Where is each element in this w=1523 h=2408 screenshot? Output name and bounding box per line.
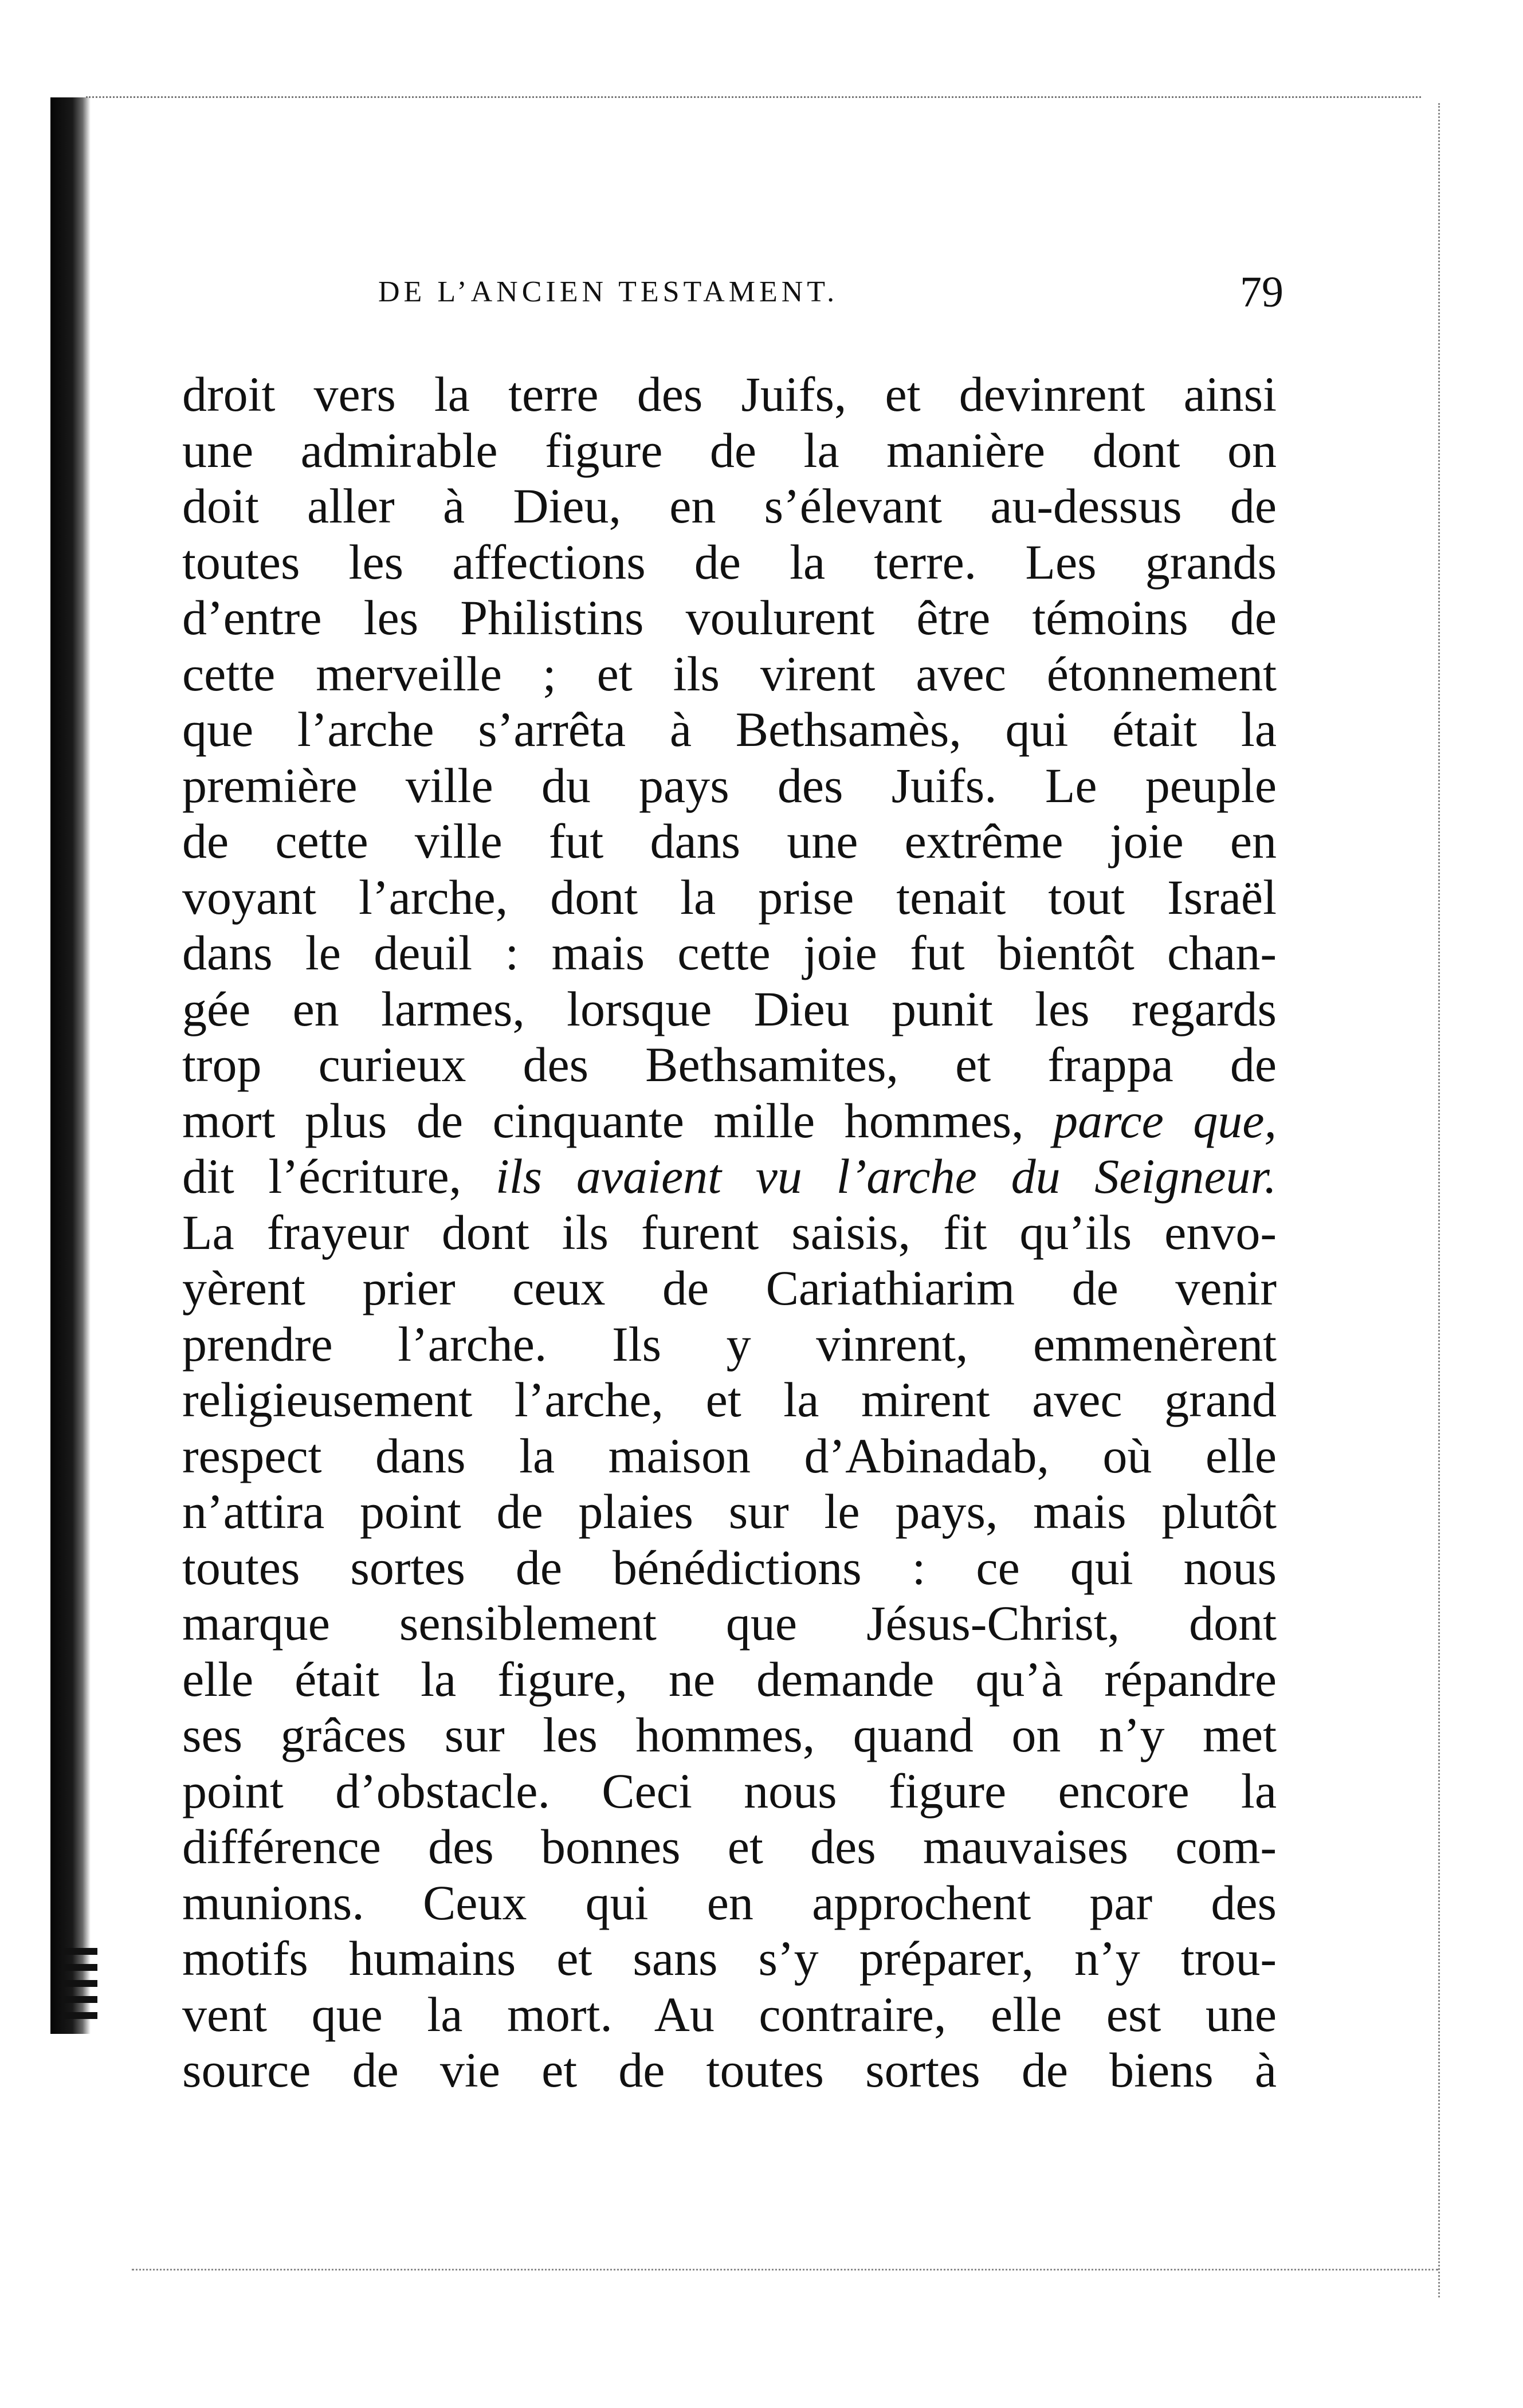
italic-quote: ils avaient vu l’arche du Seigneur. <box>495 1149 1277 1204</box>
text-run: différence des bonnes et des mauvaises com- <box>182 1819 1277 1874</box>
binding-marks <box>63 1948 97 2063</box>
text-run: motifs humains et sans s’y préparer, n’y trou- <box>182 1931 1277 1986</box>
text-run: munions. Ceux qui en approchent par des <box>182 1875 1277 1930</box>
text-line <box>182 1763 1277 1820</box>
text-run: de cette ville fut dans une extrême joie en <box>182 814 1277 869</box>
text-line <box>182 1987 1277 2043</box>
page-edge-top <box>86 96 1421 98</box>
text-run: doit aller à Dieu, en s’élevant au-dessus de <box>182 478 1277 533</box>
text-line <box>182 758 1277 814</box>
text-run: vent que la mort. Au contraire, elle est une <box>182 1986 1277 2042</box>
text-run: religieusement l’arche, et la mirent avec grand <box>182 1372 1277 1427</box>
text-line <box>182 925 1277 981</box>
page-edge-right <box>1438 103 1440 2297</box>
text-run: n’attira point de plaies sur le pays, mais plutôt <box>182 1484 1277 1539</box>
binding-mark <box>63 1980 97 1987</box>
text-run: toutes sortes de bénédictions : ce qui nous <box>182 1539 1277 1595</box>
text-line <box>182 1260 1277 1317</box>
page-edge-bottom <box>132 2269 1438 2270</box>
text-run: dit l’écriture, <box>182 1149 496 1204</box>
binding-mark <box>63 1948 97 1955</box>
text-run: respect dans la maison d’Abinadab, où elle <box>182 1428 1277 1483</box>
text-line <box>182 870 1277 926</box>
text-run: dans le deuil : mais cette joie fut bientôt chan- <box>182 925 1277 980</box>
running-head: DE L’ANCIEN TESTAMENT. <box>378 276 839 308</box>
text-line <box>182 1707 1277 1763</box>
text-run: gée en larmes, lorsque Dieu punit les regards <box>182 981 1277 1036</box>
text-line <box>182 1149 1277 1205</box>
text-line <box>182 1484 1277 1540</box>
text-line <box>182 1819 1277 1875</box>
text-run: marque sensiblement que Jésus-Christ, dont <box>182 1596 1277 1651</box>
text-run: yèrent prier ceux de Cariathiarim de venir <box>182 1260 1277 1315</box>
binding-mark <box>63 1996 97 2003</box>
text-run: La frayeur dont ils furent saisis, fit qu’ils envo- <box>182 1204 1277 1260</box>
text-run: source de vie et de toutes sortes de biens à <box>182 2042 1277 2097</box>
text-line <box>182 1652 1277 1708</box>
binding-mark <box>63 2012 97 2019</box>
text-run: elle était la figure, ne demande qu’à répandre <box>182 1651 1277 1707</box>
text-run: point d’obstacle. Ceci nous figure encore la <box>182 1763 1277 1818</box>
text-line <box>182 2042 1277 2099</box>
text-line <box>182 814 1277 870</box>
text-line <box>182 646 1277 702</box>
text-line <box>182 1093 1277 1149</box>
text-run: première ville du pays des Juifs. Le peuple <box>182 757 1277 813</box>
text-run: voyant l’arche, dont la prise tenait tout Israël <box>182 869 1277 925</box>
text-line <box>182 981 1277 1038</box>
text-line <box>182 1875 1277 1931</box>
page-number: 79 <box>1240 268 1283 316</box>
binding-mark <box>63 1964 97 1971</box>
text-run: trop curieux des Bethsamites, et frappa de <box>182 1037 1277 1092</box>
binding-shadow <box>50 97 91 2034</box>
text-run: mort plus de cinquante mille hommes, <box>182 1093 1054 1148</box>
text-run: droit vers la terre des Juifs, et devinrent ainsi <box>182 367 1277 422</box>
text-line <box>182 1931 1277 1987</box>
text-line <box>182 1540 1277 1596</box>
text-line <box>182 1037 1277 1093</box>
text-line <box>182 1372 1277 1428</box>
body-text <box>182 367 1277 2099</box>
text-line <box>182 1205 1277 1261</box>
text-line <box>182 702 1277 758</box>
page-header <box>378 269 1283 315</box>
text-line <box>182 367 1277 423</box>
text-line <box>182 590 1277 646</box>
text-line <box>182 535 1277 591</box>
text-line <box>182 423 1277 479</box>
text-run: une admirable figure de la manière dont on <box>182 422 1277 478</box>
text-run: d’entre les Philistins voulurent être témoins de <box>182 590 1277 645</box>
text-run: que l’arche s’arrêta à Bethsamès, qui était la <box>182 702 1277 757</box>
text-run: prendre l’arche. Ils y vinrent, emmenèrent <box>182 1316 1277 1372</box>
text-line <box>182 1428 1277 1484</box>
text-run: ses grâces sur les hommes, quand on n’y met <box>182 1707 1277 1762</box>
text-line <box>182 1596 1277 1652</box>
text-line <box>182 1317 1277 1373</box>
text-run: toutes les affections de la terre. Les grands <box>182 534 1277 590</box>
text-run: cette merveille ; et ils virent avec étonnement <box>182 646 1277 701</box>
text-line <box>182 478 1277 535</box>
italic-quote: parce que, <box>1053 1093 1277 1148</box>
